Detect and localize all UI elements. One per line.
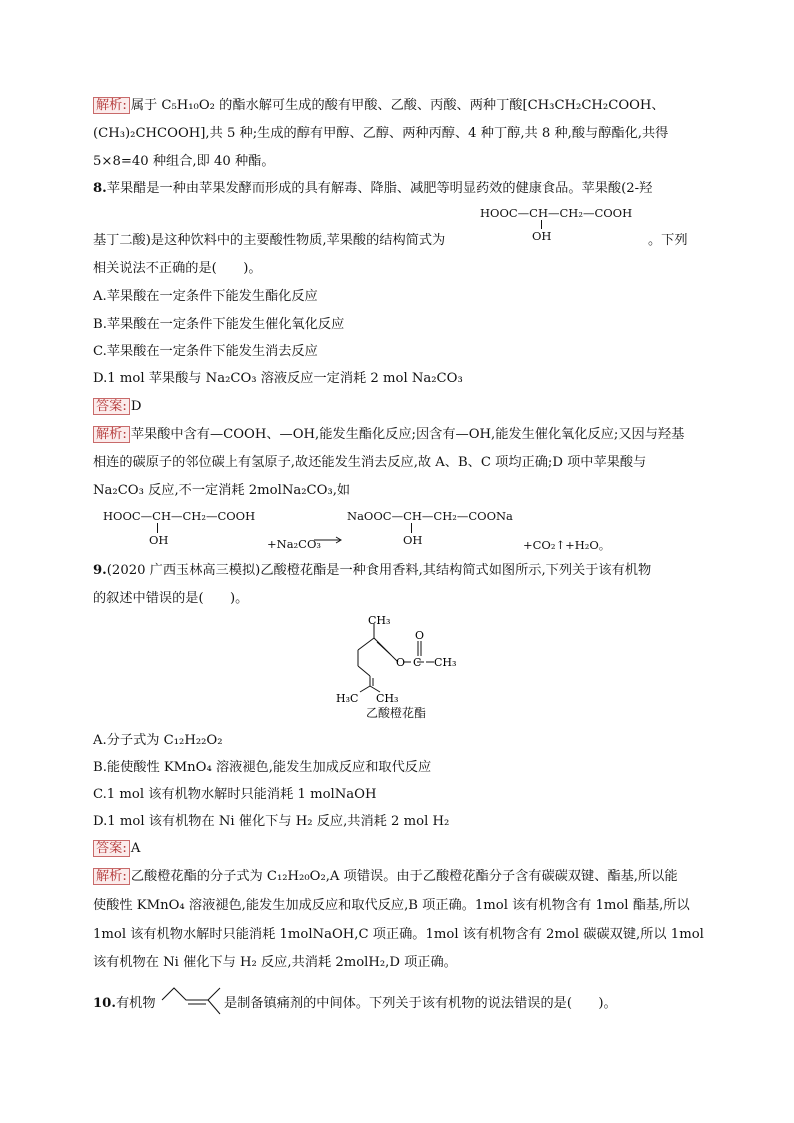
q8-option-a: A.苹果酸在一定条件下能发生酯化反应 [93, 289, 318, 304]
q10-stem-suffix: 是制备镇痛剂的中间体。下列关于该有机物的说法错误的是( )。 [224, 996, 617, 1011]
label-carbonyl-o: O [415, 629, 425, 642]
q8-analysis-line-3: Na₂CO₃ 反应,不一定消耗 2molNa₂CO₃,如 [93, 483, 351, 498]
q7-analysis-line-1: 解析: 属于 C₅H₁₀O₂ 的酯水解可生成的酸有甲酸、乙酸、丙酸、两种丁酸[CH₃CH₂CH₂COOH、 [93, 97, 665, 115]
answer-tag: 答案: [93, 840, 130, 857]
q8-answer: 答案: D [93, 398, 141, 416]
q8-option-b: B.苹果酸在一定条件下能发生催化氧化反应 [93, 317, 345, 332]
structure-caption: 乙酸橙花酯 [366, 706, 427, 720]
label-ch3-bottom: CH₃ [376, 692, 399, 705]
q8-option-d: D.1 mol 苹果酸与 Na₂CO₃ 溶液反应一定消耗 2 mol Na₂CO₃ [93, 371, 463, 386]
q8-option-c: C.苹果酸在一定条件下能发生消去反应 [93, 344, 318, 359]
product-oh: OH [403, 533, 423, 547]
q9-stem-line-2: 的叙述中错误的是( )。 [93, 591, 249, 606]
label-ch3-top: CH₃ [368, 614, 391, 627]
q8-stem-line-1: 8.苹果醋是一种由苹果发酵而形成的具有解毒、降脂、减肥等明显药效的健康食品。苹果酸(2-羟 [93, 181, 653, 196]
q8-analysis-line-1: 解析: 苹果酸中含有—COOH、—OH,能发生酯化反应;因含有—OH,能发生催化氧化反应;又因与羟基 [93, 426, 684, 444]
reagent-na2co3: +Na₂CO₃ [267, 537, 322, 551]
analysis-tag: 解析: [93, 868, 130, 885]
q9-option-d: D.1 mol 该有机物在 Ni 催化下与 H₂ 反应,共消耗 2 mol H₂ [93, 814, 450, 829]
q8-stem-line-2-end: 。下列 [648, 233, 688, 248]
question-number: 9. [93, 563, 107, 578]
label-ester-o: O [396, 656, 406, 669]
reactant-oh: OH [149, 533, 169, 547]
reaction-arrow-icon [314, 535, 344, 545]
label-carbonyl-c: C [413, 656, 422, 669]
label-h3c: H₃C [336, 692, 359, 705]
q9-analysis-line-1: 解析: 乙酸橙花酯的分子式为 C₁₂H₂₀O₂,A 项错误。由于乙酸橙花酯分子含有碳碳双键、酯基,所以能 [93, 868, 678, 886]
q9-option-c: C.1 mol 该有机物水解时只能消耗 1 molNaOH [93, 787, 377, 802]
q10-stem: 10.有机物 [93, 996, 156, 1011]
skeletal-structure [160, 982, 224, 1024]
analysis-tag: 解析: [93, 97, 130, 114]
question-number: 10. [93, 996, 116, 1011]
q9-answer: 答案: A [93, 840, 140, 858]
q7-analysis-line-2: (CH₃)₂CHCOOH],共 5 种;生成的醇有甲醇、乙醇、两种丙醇、4 种丁醇,共 8 种,酸与醇酯化,共得 [93, 126, 669, 141]
products-co2-h2o: +CO₂↑+H₂O。 [523, 538, 611, 552]
bond-line [157, 523, 158, 533]
q9-stem-line-1: 9.(2020 广西玉林高三模拟)乙酸橙花酯是一种食用香料,其结构简式如图所示,下列关于该有机物 [93, 563, 652, 578]
product-structure: NaOOC—CH—CH₂—COONa [347, 509, 513, 523]
q9-analysis-line-2: 使酸性 KMnO₄ 溶液褪色,能发生加成反应和取代反应,B 项正确。1mol 该有机物含有 1mol 酯基,所以 [93, 898, 690, 913]
reactant-structure: HOOC—CH—CH₂—COOH [103, 509, 256, 523]
analysis-tag: 解析: [93, 426, 130, 443]
q7-analysis-line-3: 5×8=40 种组合,即 40 种酯。 [93, 154, 275, 169]
malic-acid-oh: OH [532, 229, 552, 243]
q8-stem-line-2: 基丁二酸)是这种饮料中的主要酸性物质,苹果酸的结构简式为 [93, 233, 446, 248]
neryl-acetate-structure [330, 612, 470, 712]
q9-option-b: B.能使酸性 KMnO₄ 溶液褪色,能发生加成反应和取代反应 [93, 760, 432, 775]
label-ch3-right: CH₃ [434, 656, 457, 669]
q8-stem-line-3: 相关说法不正确的是( )。 [93, 261, 262, 276]
q9-analysis-line-3: 1mol 该有机物水解时只能消耗 1molNaOH,C 项正确。1mol 该有机物含有 2mol 碳碳双键,所以 1mol [93, 927, 704, 942]
question-number: 8. [93, 181, 107, 196]
answer-tag: 答案: [93, 398, 130, 415]
q8-analysis-line-2: 相连的碳原子的邻位碳上有氢原子,故还能发生消去反应,故 A、B、C 项均正确;D 项中苹果酸与 [93, 455, 647, 470]
bond-line [541, 220, 542, 229]
malic-acid-structure: HOOC—CH—CH₂—COOH [480, 206, 633, 220]
bond-line [411, 523, 412, 533]
q9-option-a: A.分子式为 C₁₂H₂₂O₂ [93, 733, 223, 748]
q9-analysis-line-4: 该有机物在 Ni 催化下与 H₂ 反应,共消耗 2molH₂,D 项正确。 [93, 955, 457, 970]
